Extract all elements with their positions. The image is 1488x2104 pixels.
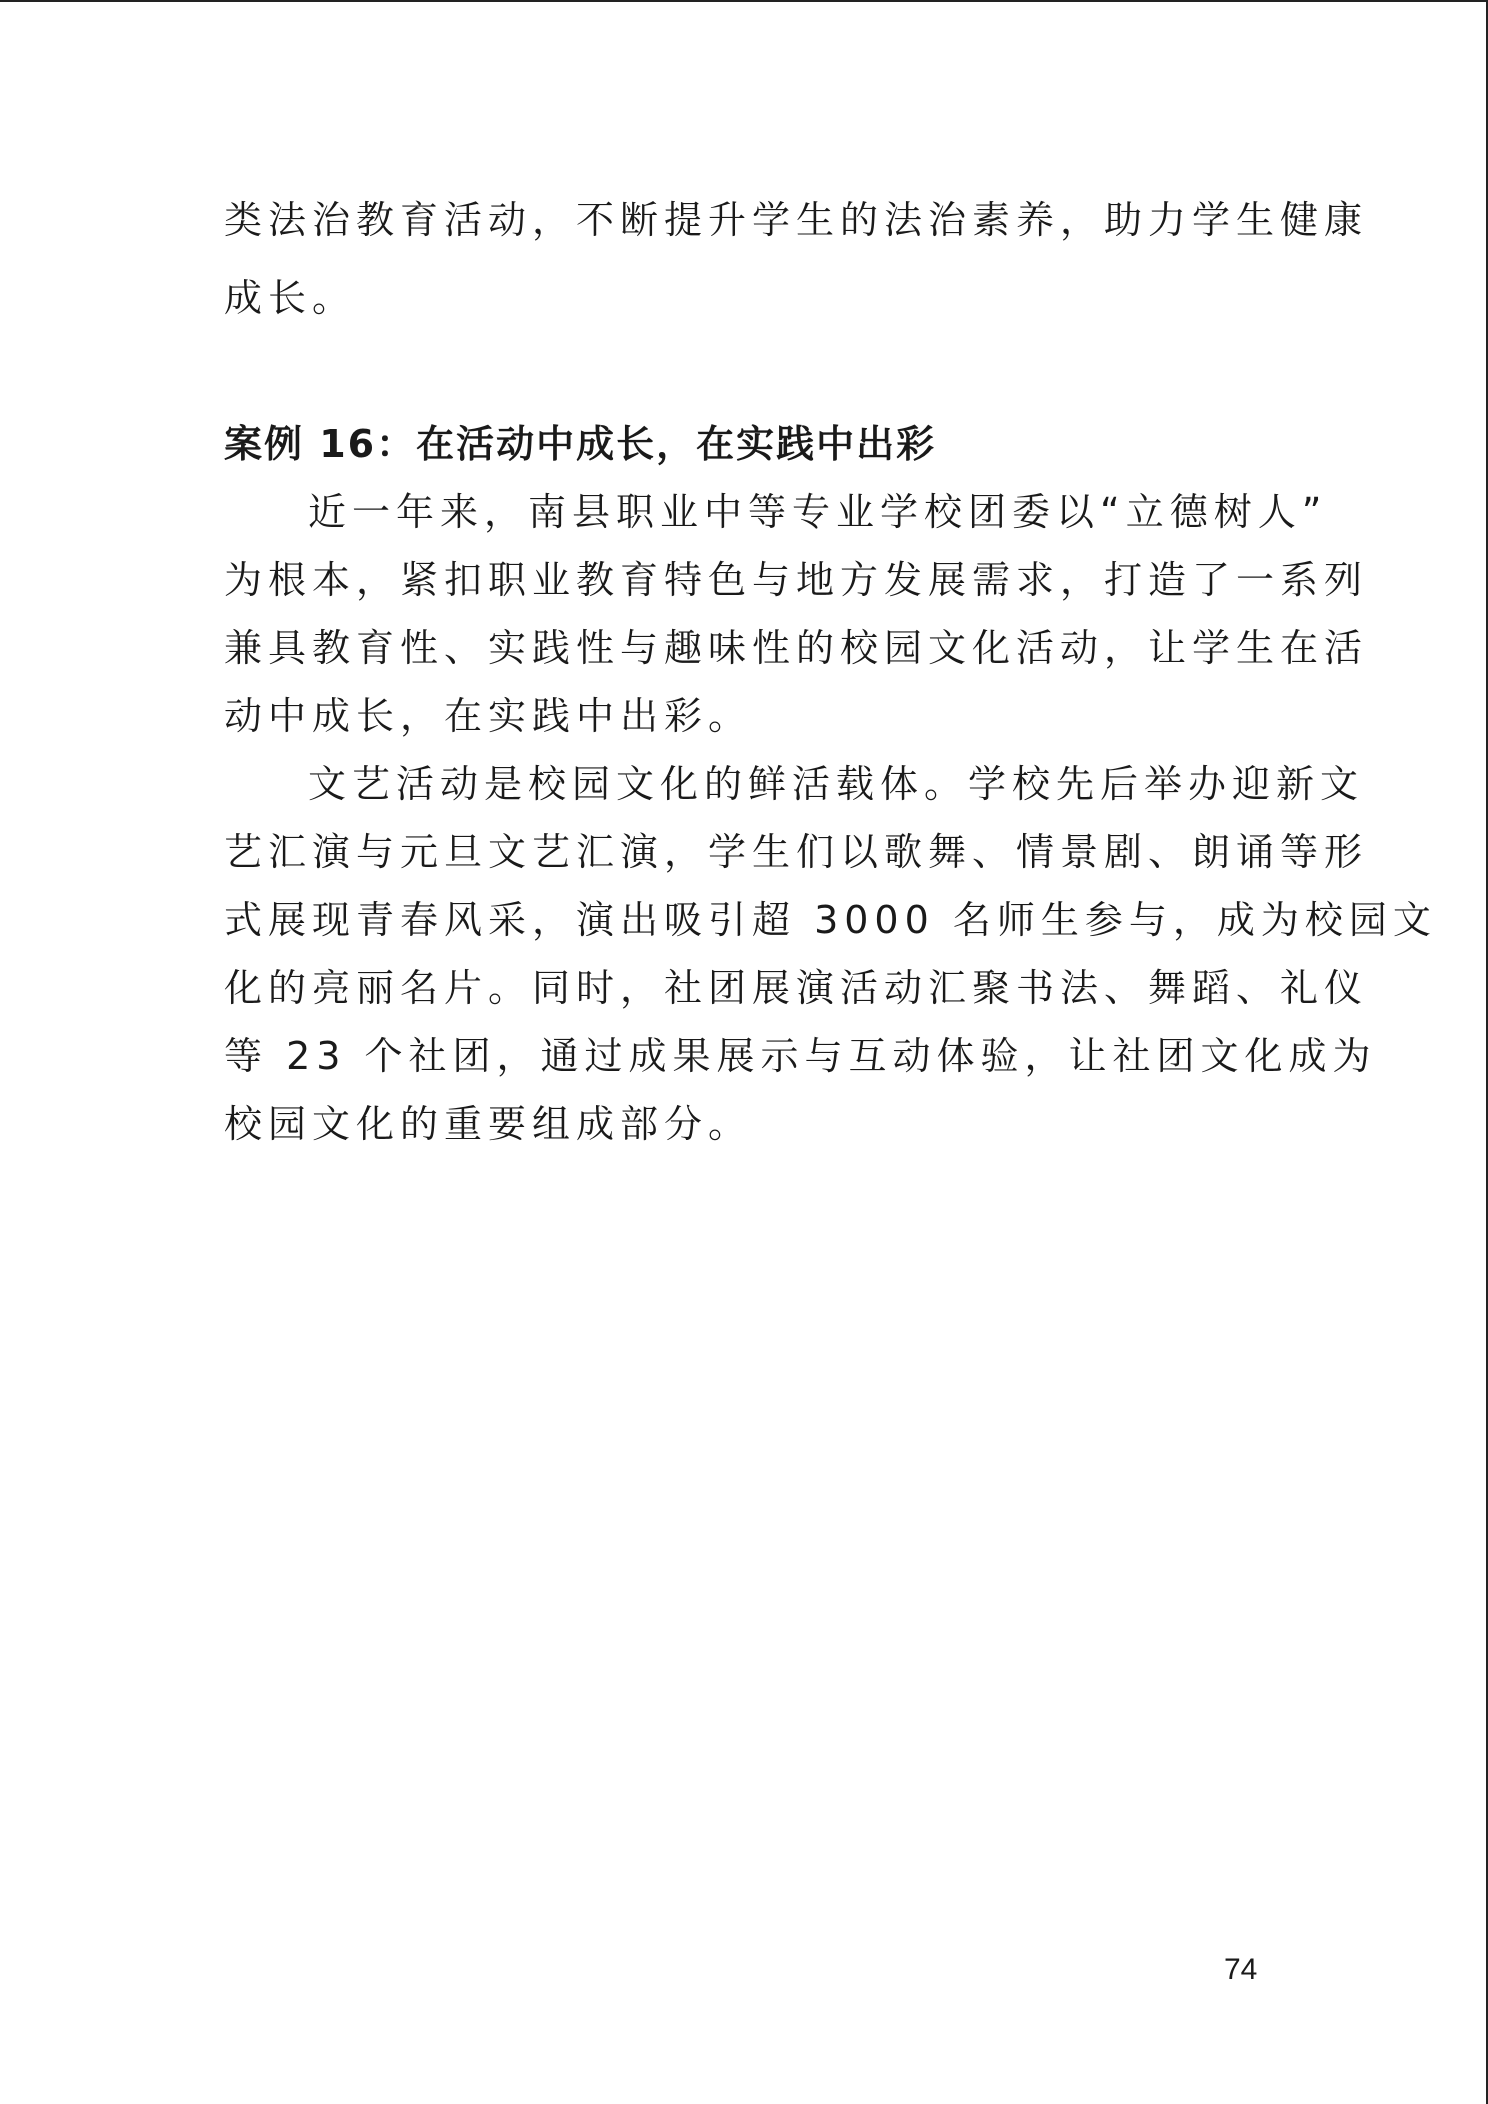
page-number: 74 <box>1224 1953 1258 1986</box>
case-heading: 案例 16：在活动中成长，在实践中出彩 <box>224 422 937 466</box>
paragraph-line: 兼具教育性、实践性与趣味性的校园文化活动，让学生在活 <box>224 626 1369 670</box>
top-border-line <box>0 0 1488 2</box>
paragraph-2 <box>224 750 1437 1158</box>
case-body <box>224 478 1437 1158</box>
paragraph-line: 化的亮丽名片。同时，社团展演活动汇聚书法、舞蹈、礼仪 <box>224 966 1369 1010</box>
paragraph-line: 文艺活动是校园文化的鲜活载体。学校先后举办迎新文 <box>308 762 1365 806</box>
intro-line: 类法治教育活动，不断提升学生的法治素养，助力学生健康 <box>224 198 1369 242</box>
paragraph-1 <box>224 478 1369 750</box>
intro-line: 成长。 <box>224 276 357 320</box>
paragraph-line: 艺汇演与元旦文艺汇演，学生们以歌舞、情景剧、朗诵等形 <box>224 830 1369 874</box>
paragraph-line: 等 23 个社团，通过成果展示与互动体验，让社团文化成为 <box>224 1034 1377 1078</box>
paragraph-line: 为根本，紧扣职业教育特色与地方发展需求，打造了一系列 <box>224 558 1369 602</box>
paragraph-line: 动中成长，在实践中出彩。 <box>224 694 753 738</box>
paragraph-line: 校园文化的重要组成部分。 <box>224 1102 753 1146</box>
paragraph-line: 式展现青春风采，演出吸引超 3000 名师生参与，成为校园文 <box>224 898 1437 942</box>
paragraph-line: 近一年来，南县职业中等专业学校团委以“立德树人” <box>308 490 1328 534</box>
intro-text-block <box>224 186 1369 332</box>
